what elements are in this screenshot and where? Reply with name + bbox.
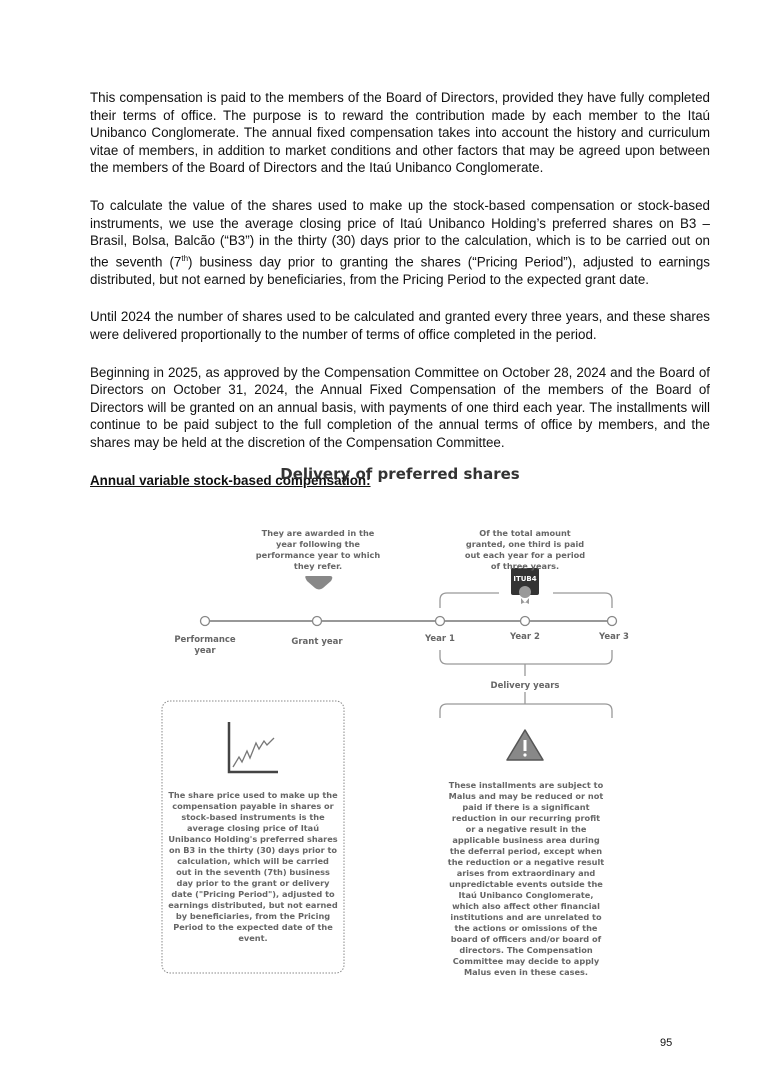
label-delivery-years: Delivery years <box>490 681 560 691</box>
paragraph-3: Until 2024 the number of shares used to be calculated and granted every three years, and these shares were delivered proportionally to the number of terms of office completed in the period. <box>90 309 710 342</box>
note-grant: They are awarded in the year following the performance year to which they refer. <box>255 528 381 571</box>
itub4-badge-icon <box>511 568 539 604</box>
section-heading: Annual variable stock-based compensation: <box>90 472 371 488</box>
warning-icon <box>507 730 543 760</box>
diagram-title: Delivery of preferred shares <box>280 465 520 483</box>
label-year-2: Year 2 <box>510 632 540 642</box>
label-year-3: Year 3 <box>599 632 629 642</box>
paragraph-1: This compensation is paid to the members of the Board of Directors, provided they have fully completed their terms of office. The purpose is to reward the contribution made by each member to the Itaú Unibanco Conglomerate. The annual fixed compensation takes into account the history and curriculum vitae of members, in addition to market conditions and other factors that may be agreed upon between the members of the Board of Directors and the Itaú Unibanco Conglomerate. <box>90 90 710 176</box>
paragraph-4: Beginning in 2025, as approved by the Compensation Committee on October 28, 2024 and the Board of Directors on October 31, 2024, the Annual Fixed Compensation of the members of the Board of Directors will be granted on an annual basis, with payments of one third each year. The installments will continue to be paid subject to the full completion of the annual terms of office by members, and the shares may be held at the discretion of the Compensation Committee. <box>90 364 710 450</box>
grant-marker-icon <box>305 576 332 590</box>
lower-bracket <box>440 650 612 676</box>
upper-bracket-right <box>553 593 612 608</box>
dot-grant-year <box>313 617 322 626</box>
paragraph-2-end: ) business day prior to granting the shares (“Pricing Period”), adjusted to earnings distributed, but not earned by beneficiaries, from the Pricing Period to the expected grant date. <box>90 254 710 287</box>
dot-year-2 <box>521 617 530 626</box>
superscript: th <box>181 253 189 263</box>
share-price-note: The share price used to make up the compensation payable in shares or stock-based instruments is the average closing price of Itaú Unibanco Holding's preferred shares on B3 in the thirty (30) days prior to calculation, which will be carried out in the seventh (7th) business day prior to the grant or delivery date ("Pricing Period"), adjusted to earnings distributed, but not earned by beneficiaries, from the Pricing Period to the expected date of the event. <box>168 790 338 943</box>
label-grant-year: Grant year <box>291 637 343 647</box>
upper-bracket-left <box>440 593 499 608</box>
malus-note: These installments are subject to Malus and may be reduced or not paid if there is a significant reduction in our recurring profit or a negative result in the applicable business area during the deferral period, except when the reduction or a negative result arises from extraordinary and unpredictable events outside the Itaú Unibanco Conglomerate, which also affect other financial institutions and are unrelated to the actions or omissions of the board of officers and/or board of directors. The Compensation Committee may decide to apply Malus even in these cases. <box>447 780 605 977</box>
delivery-bracket <box>440 692 612 718</box>
dot-year-3 <box>608 617 617 626</box>
label-year-1: Year 1 <box>425 634 455 644</box>
paragraph-2-start: To calculate the value of the shares used to make up the stock-based compensation or stock-based instruments, we use the average closing price of Itaú Unibanco Holding’s preferred shares on B3 – Brasil, Bolsa, Balcão (“B3”) in the thirty (30) days prior to the calculation, which is to be carried out on the seventh (7 <box>90 197 710 270</box>
label-performance-year: Performance year <box>174 635 236 656</box>
page-number: 95 <box>660 1037 673 1049</box>
note-payout: Of the total amount granted, one third is paid out each year for a period of three years. <box>464 528 586 571</box>
chart-growth-icon <box>229 722 278 772</box>
dot-year-1 <box>436 617 445 626</box>
badge-label: ITUB4 <box>513 575 537 583</box>
dot-performance-year <box>201 617 210 626</box>
